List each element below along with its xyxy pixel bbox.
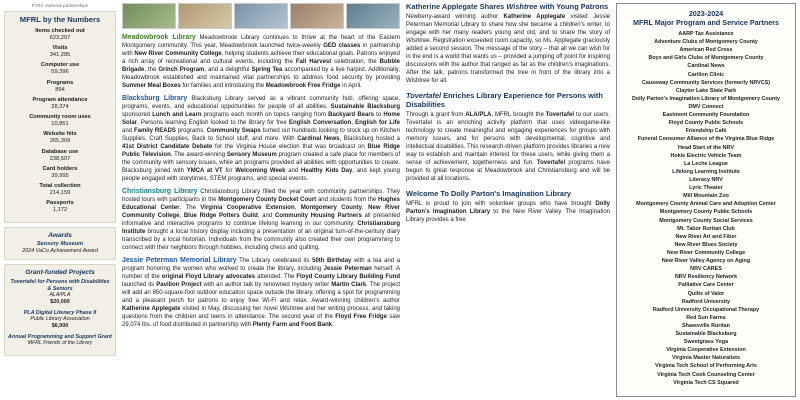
grant-funder: Public Library Association [30,316,90,323]
stat-label: Database use [41,148,79,155]
partner-name: Hokie Electric Vehicle Team [670,152,742,159]
branch-article [122,33,400,90]
stat-value: 341,285 [49,52,71,59]
grant-item [8,279,112,306]
partner-name: Virginia Cooperative Extension [666,347,746,354]
grant-item [8,310,112,330]
grants-panel [4,264,116,356]
stat-row [8,114,112,128]
stat-value: 214,159 [49,190,71,197]
partner-name: Sweetgrass Yoga [683,339,729,346]
grant-name: Tovertafel for Persons with Disabilities & Seniors [10,278,110,292]
partner-name: Virginia Tech Cook Counseling Center [657,371,755,378]
branch-article-body: Christiansburg Library filled the year with community partnerships. They hosted tours with participants in the Montgomery County Docket Court and students from the Hughes Educational Center. The Virginia Cooperative Extension, Montgomery County, New River Community College, Blue Ridge Potters Guild, and Community Housing Partners all presented informative and interactive programs to continue lifelong learning in our community. Christiansburg Institute brought a local history display including a presentation of an original turn-of-the-century diary transcribed by a local historian. Individuals from the community also created their own programming to connect with their neighbors through hobbies, including chess and quilting. [122,189,400,252]
grant-name: PLA Digital Literacy Phase II [23,309,97,316]
grant-funder: MFRL Friends of the Library [27,340,93,347]
photo-strip [122,3,400,29]
partner-name: Cardinal News [687,63,725,70]
photo [122,3,176,29]
partner-name: La Leche League [684,160,728,167]
grant-amount: $20,000 [50,298,70,305]
partner-name: New River Community College [666,249,746,256]
stat-value: 894 [55,86,65,93]
partner-name: Literacy NRV [689,176,723,183]
branch-article [122,94,400,184]
photo [234,3,288,29]
partner-name: New River Art and Fiber [675,233,737,240]
partner-name: Quilts of Valor [687,290,725,297]
branch-articles-column [122,3,400,397]
partner-name: American Red Cross [679,47,733,54]
grant-name: Annual Programming and Support Grant [8,333,112,340]
stat-row [8,80,112,94]
grants-title: Grant-funded Projects [25,269,95,277]
stat-row [8,45,112,59]
stat-label: Items checked out [35,27,85,34]
photo [290,3,344,29]
stat-value: 623,297 [49,34,71,41]
stat-row [8,131,112,145]
feature-article [406,190,610,225]
stat-label: Total collection [39,183,81,190]
partner-name: Montgomery County Animal Care and Adoption Center [636,201,776,208]
stat-value: 10,851 [51,121,69,128]
partner-name: Shawsville Ruritan [682,322,730,329]
partner-name: Virginia Tech CS Squared [673,379,739,386]
stat-label: Passports [46,200,74,207]
award-name: Sensory Museum [36,241,84,248]
top-caption: FY24, external partnerships [31,3,89,8]
partner-name: Montgomery County Social Services [659,217,753,224]
stat-value: 28,374 [51,103,69,110]
feature-article [406,92,610,184]
feature-article-body: Newberry-award winning author Katherine Applegate visited Jessie Peterman Memorial Library to share how she became a children's writer, to engage with her many readers young and old, and to share the story of Wishtree. Registration exceeded room capacity, so Ms. Applegate graciously added a second session. The message of the story – that all we can wish for in the end is a world that wants us – provided a jumping off point for inspiring discussions with the author that ranged as far as the children's imaginations. After the talk, patrons transformed the tree in front of the library into a Wishtree for all. [406,14,610,84]
partner-name: NRV Resiliency Network [674,274,738,281]
partner-name: New River Valley Agency on Aging [661,258,751,265]
partner-name: New River Blues Society [674,241,738,248]
feature-article-title: Katherine Applegate Shares Wishtree with Young Patrons [406,3,609,11]
stat-label: Programs [46,79,74,86]
partners-title-year: 2023-2024 [688,9,724,18]
partner-name: Radford University [681,298,731,305]
numbers-panel [4,11,116,223]
grants-list [8,279,112,347]
partner-name: DMV Connect [688,103,724,110]
stats-list [8,28,112,215]
partners-sidebar [616,3,796,397]
branch-article-body: The Library celebrated its 50th Birthday with a tea and a program honoring the women who worked to create the library, including Jessie Peterman herself. A number of the original Floyd Library advocates attended. The Floyd County Library Building Fund launched its Pavilion Project with an author talk by renowned mystery writer Martin Clark. The project will add an 850-square-foot outdoor education space outside the library, offering a spot for programming and a pleasant perch for patrons to enjoy free Wi-Fi and relax. Award-winning children's author Katherine Applegate visited in May, discussing her novel Wishtree and her writing process, and taking questions from the children and teens in attendance. The second year of the Floyd Free Fridge saw 29,074 lbs. of food distributed in partnership with Plenty Farm and Food Bank. [122,257,400,329]
feature-article-body: Through a grant from ALA/PLA, MFRL brought the Tovertafel to our users. Tovertafel is an enriching activity platform that uses videogame-like technology to create meaningful and engaging experiences for groups with memory issues, and for persons with developmental, cognitive and intellectual disabilities. This research-driven platform provides libraries a new way to establish and maintain interest for these users, while giving them a sense of achievement, togetherness and fun. Tovertafel programs have begun to great response at Meadowbrook and Christiansburg and will be provided at all locations. [406,111,610,182]
partner-name: Dolly Parton's Imagination Library of Montgomery County [631,95,781,102]
partner-name: NRV CARES [690,266,722,273]
partners-box [616,3,796,397]
stat-value: 39,995 [51,172,69,179]
stat-value: 59,396 [51,69,69,76]
partner-name: Montgomery County Public Schools [659,209,753,216]
partner-name: Friendship Café [685,128,727,135]
feature-article [406,3,610,86]
stat-row [8,166,112,180]
partner-name: Mill Mountain Zoo [683,193,729,200]
stat-value: 238,507 [49,155,71,162]
stat-label: Computer use [40,62,80,69]
partner-name: Virginia Tech School of Performing Arts [655,363,757,370]
grant-amount: $6,000 [51,322,69,329]
branch-article [122,187,400,252]
stat-row [8,200,112,214]
partners-title-text: MFRL Major Program and Service Partners [632,18,780,27]
awards-panel [4,227,116,261]
partner-name: Mt. Tabor Ruritan Club [677,225,735,232]
branch-article-body: Meadowbrook Library continues to thrive at the heart of the Eastern Montgomery community. This year, Meadowbrook launched twice-weekly GED classes in partnership with New River Community College, helping students achieve their educational goals. Patrons enjoyed a rich array of recreational and cultural events, including the Fall Harvest celebration, the Bubble Brigade, the Grinch Program, and a delightful Spring Tea accompanied by a live harpist. Additionally, Meadowbrook established and maintained vital partnerships to address food security by providing Summer Meal Boxes for families and introducing the Meadowbrook Free Fridge in April. [122,35,400,90]
grant-funder: ALA/PLA [49,292,71,299]
branch-article-title: Meadowbrook Library [122,34,196,41]
grant-item [8,334,112,347]
partner-name: Palliative Care Center [678,282,734,289]
partner-name: Red Sun Farms [686,314,726,321]
stat-row [8,183,112,197]
award-detail: 2024 VaCo Achievement Award [22,248,98,255]
stat-value: 265,309 [49,138,71,145]
stat-value: 1,172 [52,207,68,214]
photo [178,3,232,29]
stat-label: Program attendance [32,96,88,103]
stat-label: Card holders [42,165,78,172]
numbers-sidebar [4,3,116,397]
partner-name: Claytor Lake State Park [675,87,737,94]
partner-name: Eastmont Community Foundation [662,112,750,119]
partner-name: Head Start of the NRV [678,144,734,151]
branch-article-title: Christiansburg Library [122,188,198,195]
stat-row [8,62,112,76]
partner-name: Carilion Clinic [687,71,725,78]
feature-article-title: Welcome To Dolly Parton's Imagination Library [406,188,571,198]
partners-list [619,30,793,387]
partner-name: Causeway Community Services (formerly NRVCS) [641,79,771,86]
partner-name: Radford University Occupational Therapy [652,306,760,313]
partner-name: AARP Tax Assistance [678,31,734,37]
partner-name: Lyric Theater [689,185,723,192]
stat-label: Community room uses [29,114,91,121]
partner-name: Adventure Clubs of Montgomery County [654,39,758,46]
numbers-title: MFRL by the Numbers [19,14,101,24]
branch-articles [122,33,400,329]
partner-name: Funeral Consumer Alliance of the Virginia Blue Ridge [637,136,775,143]
awards-title: Awards [48,231,72,239]
feature-article-body: MFRL is proud to join with volunteer groups who have brought Dolly Parton's Imagination Library to the New River Valley. The Imagination Library provides a free [406,200,610,223]
feature-articles [406,3,610,225]
partner-name: Virginia Master Naturalists [672,355,740,362]
stat-row [8,97,112,111]
stat-label: Visits [52,45,68,52]
stat-label: Website hits [43,131,77,138]
stat-row [8,149,112,163]
photo [346,3,400,29]
branch-article [122,256,400,330]
feature-stories-column [406,3,610,397]
partner-name: Sustainable Blacksburg [675,331,737,338]
feature-article-title: Tovertafel Enriches Library Experience for Persons with Disabilities [406,90,603,109]
branch-article-title: Blacksburg Library [122,94,188,102]
branch-article-title: Jessie Peterman Memorial Library [122,256,237,264]
branch-article-body: Blacksburg Library served as a vibrant community hub, offering space, programs, events, and educational opportunities for people of all abilities. Sustainable Blacksburg sponsored Lunch and Learn programs each month on topics ranging from Backyard Bears to Home Solar. Persons learning English looked to the library for free English Conversation, English for Life and Family READS programs. Community Swaps turned out hundreds looking to stock up on Kitchen Supplies, Craft Supplies, Back to School stuff, and more. With Cardinal News, Blacksburg hosted a 41st District Candidate Debate for the Virginia House election that was broadcast on Blue Ridge Public Television. The award-winning Sensory Museum program created a safe place for members of the community with sensory issues, while art programs provided all abilities with opportunities to create. Blacksburg joined with YMCA at VT for Welcoming Week and Healthy Kids Day, and kept young people engaged with storytimes, STEM programs, and special events. [122,95,400,183]
partner-name: Boys and Girls Clubs of Montgomery County [648,55,764,62]
partner-name: Floyd County Public Schools [668,120,744,127]
stat-row [8,28,112,42]
partner-name: Lifelong Learning Institute [672,168,740,175]
